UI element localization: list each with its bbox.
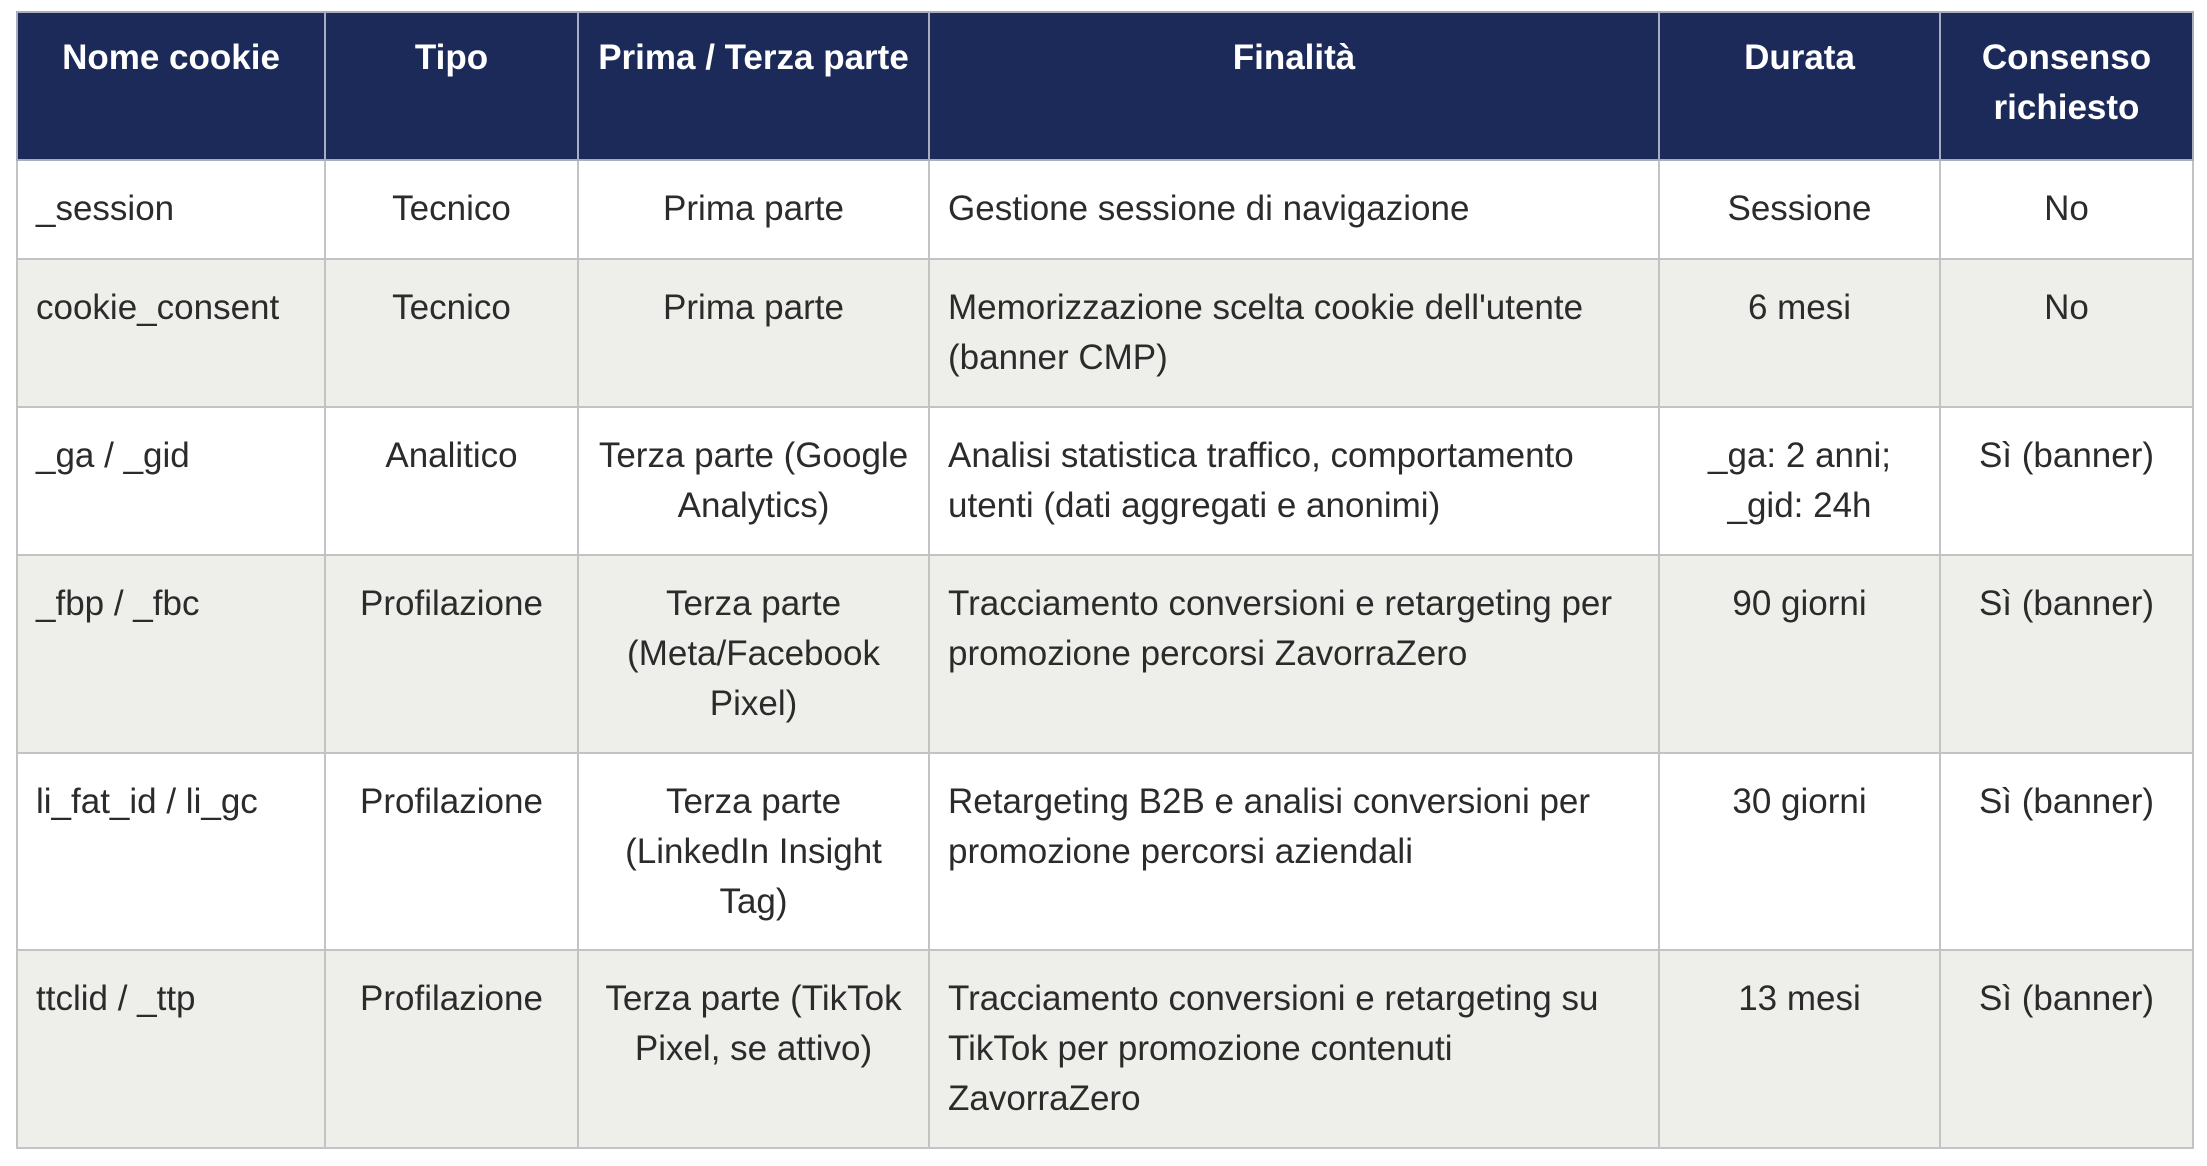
- cell-name: ttclid / _ttp: [17, 950, 325, 1148]
- header-consenso-richiesto: Consenso richiesto: [1940, 12, 2193, 160]
- table-row: [17, 407, 2193, 555]
- cell-type: Profilazione: [325, 753, 578, 950]
- cell-party: Terza parte (Meta/Facebook Pixel): [578, 555, 929, 753]
- cell-duration: 13 mesi: [1659, 950, 1940, 1148]
- table-header: [17, 12, 2193, 160]
- cell-type: Tecnico: [325, 160, 578, 259]
- cell-party: Terza parte (TikTok Pixel, se attivo): [578, 950, 929, 1148]
- cell-duration: Sessione: [1659, 160, 1940, 259]
- cell-type: Analitico: [325, 407, 578, 555]
- cell-name: _session: [17, 160, 325, 259]
- table-row: [17, 555, 2193, 753]
- cell-party: Prima parte: [578, 160, 929, 259]
- header-nome-cookie: Nome cookie: [17, 12, 325, 160]
- cell-duration: 90 giorni: [1659, 555, 1940, 753]
- header-finalita: Finalità: [929, 12, 1659, 160]
- cell-type: Profilazione: [325, 950, 578, 1148]
- cell-consent: Sì (banner): [1940, 555, 2193, 753]
- table-body: [17, 160, 2193, 1148]
- cell-party: Terza parte (Google Analytics): [578, 407, 929, 555]
- table-row: [17, 160, 2193, 259]
- cell-consent: Sì (banner): [1940, 753, 2193, 950]
- cell-type: Profilazione: [325, 555, 578, 753]
- cell-purpose: Gestione sessione di navigazione: [929, 160, 1659, 259]
- table-row: [17, 950, 2193, 1148]
- cell-party: Prima parte: [578, 259, 929, 407]
- cell-purpose: Tracciamento conversioni e retargeting su TikTok per promozione contenuti ZavorraZero: [929, 950, 1659, 1148]
- header-durata: Durata: [1659, 12, 1940, 160]
- cell-name: _ga / _gid: [17, 407, 325, 555]
- cookie-table: [16, 11, 2194, 1149]
- cell-purpose: Tracciamento conversioni e retargeting per promozione percorsi ZavorraZero: [929, 555, 1659, 753]
- cell-purpose: Analisi statistica traffico, comportamento utenti (dati aggregati e anonimi): [929, 407, 1659, 555]
- cell-consent: Sì (banner): [1940, 950, 2193, 1148]
- cell-purpose: Retargeting B2B e analisi conversioni per promozione percorsi aziendali: [929, 753, 1659, 950]
- header-tipo: Tipo: [325, 12, 578, 160]
- header-row: [17, 12, 2193, 160]
- cell-name: _fbp / _fbc: [17, 555, 325, 753]
- cell-consent: No: [1940, 160, 2193, 259]
- cell-duration: 6 mesi: [1659, 259, 1940, 407]
- cell-name: cookie_consent: [17, 259, 325, 407]
- cell-party: Terza parte (LinkedIn Insight Tag): [578, 753, 929, 950]
- header-prima-terza-parte: Prima / Terza parte: [578, 12, 929, 160]
- table-row: [17, 753, 2193, 950]
- cell-consent: No: [1940, 259, 2193, 407]
- cell-duration: _ga: 2 anni; _gid: 24h: [1659, 407, 1940, 555]
- cell-consent: Sì (banner): [1940, 407, 2193, 555]
- cell-name: li_fat_id / li_gc: [17, 753, 325, 950]
- cell-duration: 30 giorni: [1659, 753, 1940, 950]
- cell-purpose: Memorizzazione scelta cookie dell'utente (banner CMP): [929, 259, 1659, 407]
- cell-type: Tecnico: [325, 259, 578, 407]
- table-row: [17, 259, 2193, 407]
